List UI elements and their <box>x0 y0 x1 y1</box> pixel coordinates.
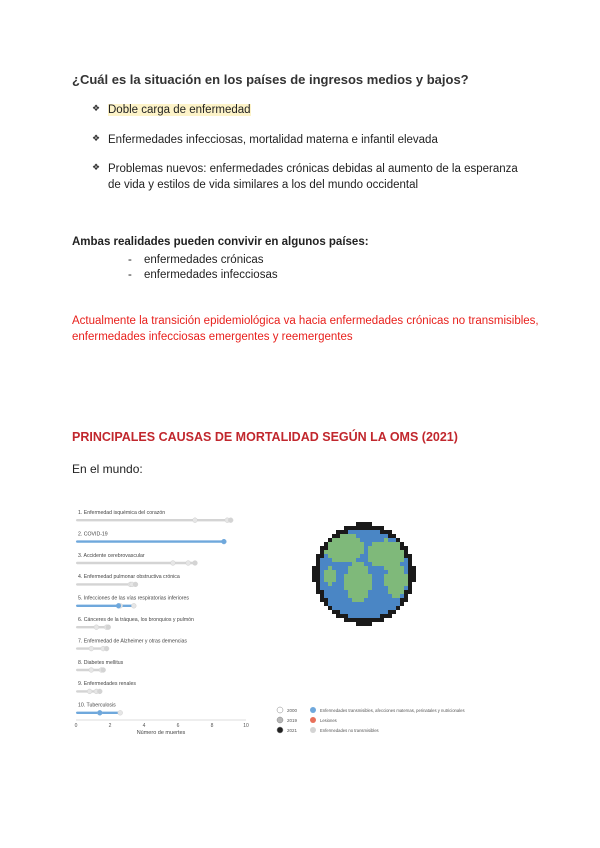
tick-label: 10 <box>243 723 249 729</box>
bullet-item <box>92 132 528 148</box>
data-point <box>193 518 198 523</box>
legend-label: 2000 <box>287 708 298 713</box>
data-point <box>222 539 227 544</box>
legend-marker <box>310 717 316 723</box>
legend-marker <box>310 727 316 733</box>
question-heading: ¿Cuál es la situación en los países de ingresos medios y bajos? <box>72 72 469 87</box>
tick-label: 6. Cánceres de la tráquea, los bronquios y pulmón <box>78 617 194 623</box>
oms-heading: PRINCIPALES CAUSAS DE MORTALIDAD SEGÚN LA OMS (2021) <box>72 430 458 444</box>
tick-label: 1. Enfermedad isquémica del corazón <box>78 510 166 516</box>
legend-label: Enfermedades no transmisibles <box>320 728 379 733</box>
data-point <box>97 689 102 694</box>
data-point <box>118 710 123 715</box>
tick-label: 6 <box>176 723 180 729</box>
bullet-text: Doble carga de enfermedad <box>108 104 251 116</box>
data-point <box>94 625 99 630</box>
series-bar <box>76 583 136 585</box>
diamond-bullet-icon: ❖ <box>92 162 101 172</box>
legend-label: 2019 <box>287 718 298 723</box>
data-point <box>106 625 111 630</box>
world-label: En el mundo: <box>72 462 143 476</box>
bullet-item <box>92 102 528 118</box>
bullet-text: Problemas nuevos: enfermedades crónicas debidas al aumento de la esperanza de vida y estilos de vida similares a los del mundo occidental <box>108 163 518 191</box>
tick-label: 0 <box>74 723 78 729</box>
tick-label: 10. Tuberculosis <box>78 702 116 709</box>
legend-marker <box>277 707 283 713</box>
legend-label: 2021 <box>287 728 298 733</box>
globe-icon <box>312 522 416 626</box>
series-bar <box>76 519 231 521</box>
tick-label: 4 <box>142 723 146 729</box>
tick-label: 7. Enfermedad de Alzheimer y otras demencias <box>78 638 187 645</box>
tick-label: 5. Infecciones de las vías respiratorias inferiores <box>78 595 190 602</box>
data-point <box>133 582 138 587</box>
data-point <box>87 689 92 694</box>
tick-label: 8 <box>210 723 214 729</box>
list-item: - enfermedades crónicas <box>128 254 264 266</box>
data-point <box>186 561 191 566</box>
legend-marker <box>277 717 283 723</box>
data-point <box>89 668 94 673</box>
data-point <box>131 603 136 608</box>
diamond-bullet-icon: ❖ <box>92 103 101 113</box>
list-item-text: enfermedades infecciosas <box>144 269 278 281</box>
data-point <box>193 561 198 566</box>
series-bar <box>76 605 134 607</box>
data-point <box>89 646 94 651</box>
legend-marker <box>310 707 316 713</box>
data-point <box>171 561 176 566</box>
coexist-heading: Ambas realidades pueden convivir en algunos países: <box>72 236 369 248</box>
data-point <box>97 710 102 715</box>
transition-note: Actualmente la transición epidemiológica va hacia enfermedades crónicas no transmisibles, enfermedades infecciosas emergentes y reemergentes <box>72 315 539 343</box>
tick-label: 9. Enfermedades renales <box>78 681 136 688</box>
diamond-bullet-icon: ❖ <box>92 133 101 143</box>
legend-label: Enfermedades transmisibles, afecciones maternas, perinatales y nutricionales <box>320 708 465 713</box>
data-point <box>101 668 106 673</box>
legend-label: Lesiones <box>320 718 337 723</box>
tick-label: 4. Enfermedad pulmonar obstructiva crónica <box>78 574 180 581</box>
bullet-text: Enfermedades infecciosas, mortalidad materna e infantil elevada <box>108 134 438 146</box>
data-point <box>104 646 109 651</box>
series-bar <box>76 540 224 542</box>
series-bar <box>76 562 195 564</box>
tick-label: 3. Accidente cerebrovascular <box>78 552 145 559</box>
tick-label: 8. Diabetes mellitus <box>78 659 124 666</box>
mortality-chart <box>64 492 484 750</box>
legend-marker <box>277 727 283 733</box>
list-item-text: enfermedades crónicas <box>144 254 264 266</box>
tick-label: 2 <box>108 723 112 729</box>
tick-label: 2. COVID-19 <box>78 531 108 538</box>
list-item: - enfermedades infecciosas <box>128 269 278 281</box>
axis-label: Número de muertes <box>136 730 186 736</box>
data-point <box>116 603 121 608</box>
series-bar <box>76 626 108 628</box>
bullet-item <box>92 161 528 193</box>
data-point <box>228 518 233 523</box>
